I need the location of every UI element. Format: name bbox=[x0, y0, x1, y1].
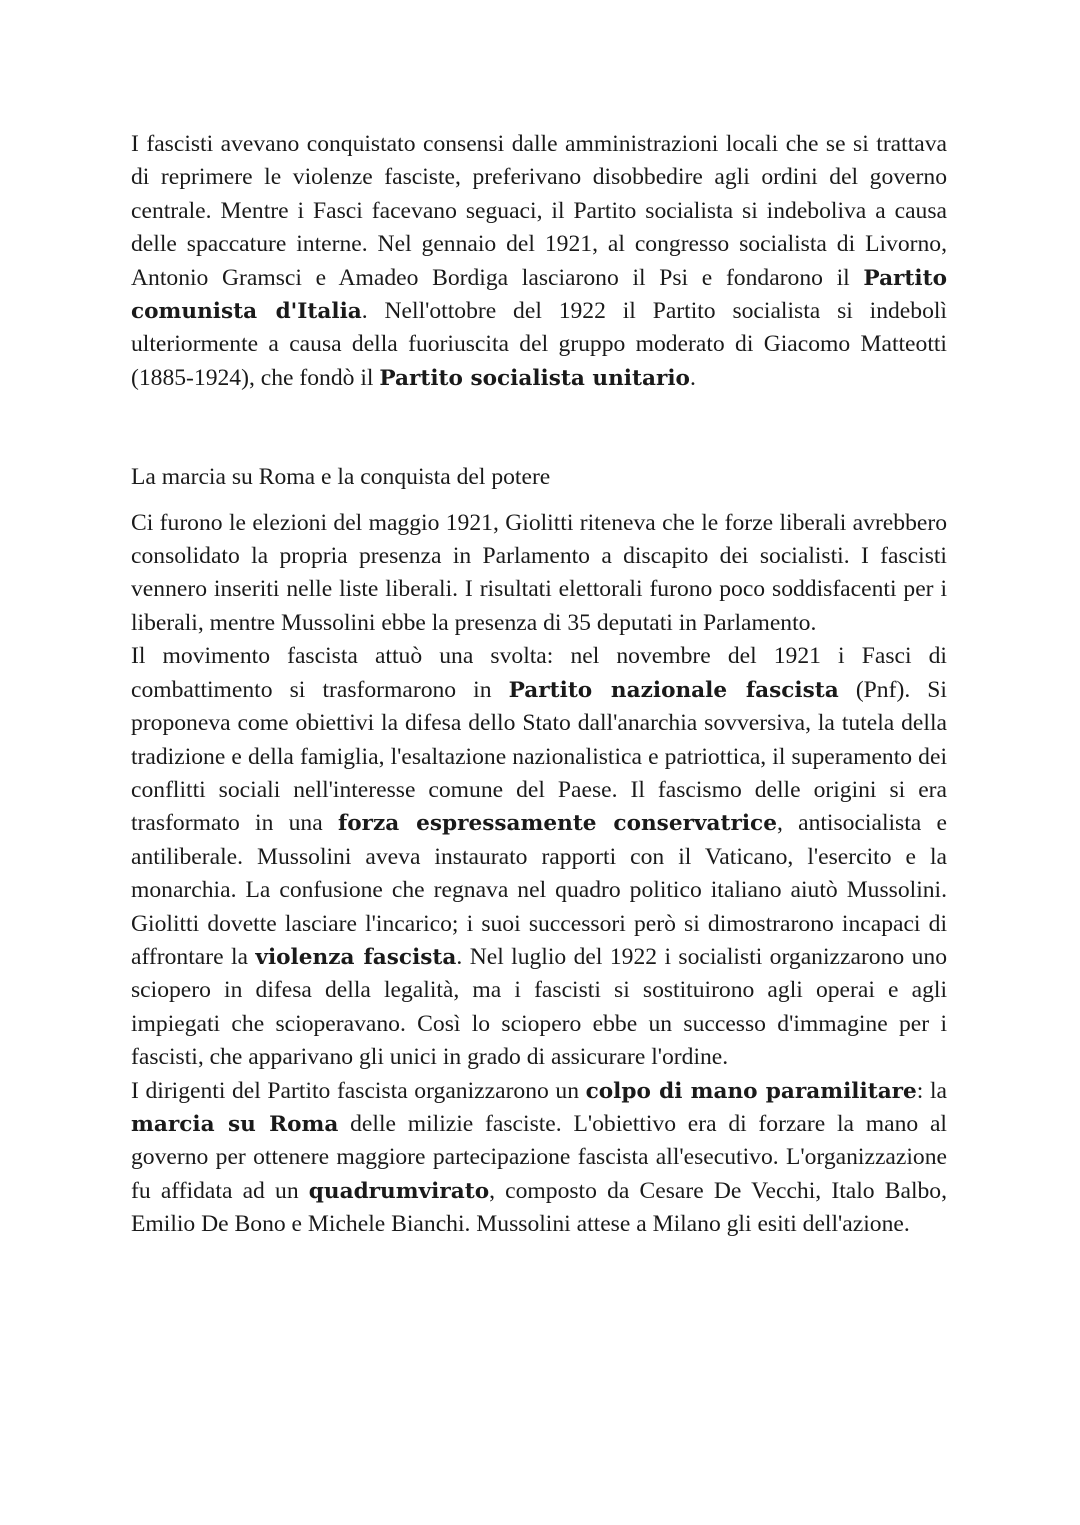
bold-term-pnf: Partito nazionale fascista bbox=[508, 677, 839, 703]
text-run: . bbox=[689, 364, 696, 391]
section-heading: La marcia su Roma e la conquista del potere bbox=[131, 464, 551, 491]
text-run: : la bbox=[916, 1077, 947, 1104]
text-run: Il movimento fascista attuò una svolta: nel novembre del 1921 i Fasci di combattimento si trasformarono in bbox=[131, 643, 947, 703]
text-run: (Pnf). Si proponeva come obiettivi la difesa dello Stato dall'anarchia sovversiva, la tutela della tradizione e della famiglia, l'esaltazione nazionalistica e patriottica, il superamento dei conflitti sociali nell'interesse comune del Paese. Il fascismo delle origini si era trasformato in una bbox=[131, 676, 947, 837]
bold-term-quadrumvirate: quadrumvirato bbox=[308, 1178, 490, 1204]
bold-term-march-on-rome: marcia su Roma bbox=[131, 1111, 339, 1137]
bold-term-fascist-violence: violenza fascista bbox=[255, 944, 457, 970]
document-page bbox=[131, 128, 947, 1242]
text-run: . Nell'ottobre del 1922 il Partito socialista si indebolì ulteriormente a causa della fuoriuscita del gruppo moderato di Giacomo Matteotti (1885-1924), che fondò il bbox=[131, 298, 947, 391]
bold-term-psu: Partito socialista unitario bbox=[379, 365, 690, 391]
text-run: I fascisti avevano conquistato consensi dalle amministrazioni locali che se si trattava di reprimere le violenze fasciste, preferivano disobbedire agli ordini del governo centrale. Mentre i Fasci facevano seguaci, il Partito socialista si indeboliva a causa delle spaccature interne. Nel gennaio del 1921, al congresso socialista di Livorno, Antonio Gramsci e Amadeo Bordiga lasciarono il Psi e fondarono il bbox=[131, 131, 947, 291]
bold-term-conservative-force: forza espressamente conservatrice bbox=[337, 811, 777, 837]
paragraph-march-on-rome bbox=[131, 1075, 947, 1242]
text-run: , antisocialista e antiliberale. Mussolini aveva instaurato rapporti con il Vaticano, l'esercito e la monarchia. La confusione che regnava nel quadro politico italiano aiutò Mussolini. Giolitti dovette lasciare l'incarico; i suoi successori però si dimostrarono incapaci di affrontare la bbox=[131, 810, 947, 970]
text-run: delle milizie fasciste. L'obiettivo era di forzare la mano al governo per ottenere maggiore partecipazione fascista all'esecutivo. L'organizzazione fu affidata ad un bbox=[131, 1110, 947, 1204]
bold-term-paramilitary-coup: colpo di mano paramilitare bbox=[585, 1078, 917, 1104]
text-run: , composto da Cesare De Vecchi, Italo Balbo, Emilio De Bono e Michele Bianchi. Mussolini attese a Milano gli esiti dell'azione. bbox=[131, 1177, 947, 1238]
text-run: I dirigenti del Partito fascista organizzarono un bbox=[131, 1077, 586, 1104]
paragraph-fascist-consensus bbox=[131, 128, 947, 395]
section-spacer bbox=[131, 395, 947, 461]
text-run: . Nel luglio del 1922 i socialisti organizzarono uno sciopero in difesa della legalità, ma i fascisti si sostituirono agli operai e agli impiegati che scioperavano. Così lo sciopero ebbe un successo d'immagine per i fascisti, che apparivano gli unici in grado di assicurare l'ordine. bbox=[131, 943, 947, 1071]
paragraph-elections-1921: Ci furono le elezioni del maggio 1921, Giolitti riteneva che le forze liberali avrebbero consolidato la propria presenza in Parlamento a discapito dei socialisti. I fascisti vennero inseriti nelle liste liberali. I risultati elettorali furono poco soddisfacenti per i liberali, mentre Mussolini ebbe la presenza di 35 deputati in Parlamento. bbox=[131, 509, 947, 636]
bold-term-pcdi: Partito comunista d'Italia bbox=[131, 265, 947, 325]
paragraph-pnf-turn bbox=[131, 640, 947, 1074]
